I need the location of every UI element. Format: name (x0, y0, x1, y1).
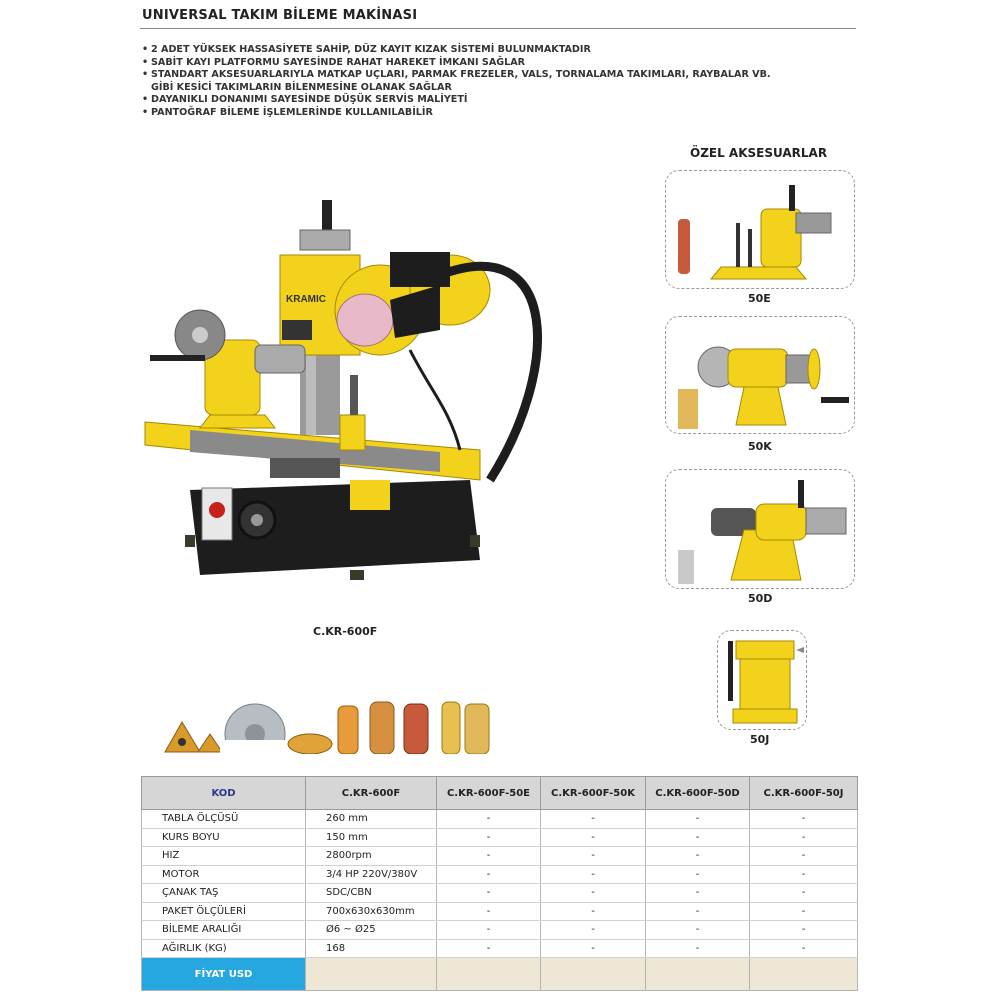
price-cell (437, 958, 541, 991)
feature-item: • PANTOĞRAF BİLEME İŞLEMLERİNDE KULLANILABİLİR (142, 107, 782, 120)
feature-list (142, 44, 782, 119)
table-row (142, 810, 858, 829)
column-header: C.KR-600F-50K (541, 777, 646, 810)
cell-empty: - (541, 828, 646, 847)
cell-empty: - (646, 921, 750, 940)
cell-empty: - (646, 828, 750, 847)
cell-empty: - (646, 810, 750, 829)
price-cell (306, 958, 437, 991)
cell-empty: - (646, 902, 750, 921)
accessory-label: 50J (750, 733, 770, 746)
column-header: C.KR-600F (306, 777, 437, 810)
cell-empty: - (437, 865, 541, 884)
machine-image (140, 190, 560, 590)
emergency-stop-icon (209, 502, 225, 518)
feature-item: • DAYANIKLI DONANIMI SAYESİNDE DÜŞÜK SERVİS MALİYETİ (142, 94, 782, 107)
table-row (142, 939, 858, 958)
cell-empty: - (541, 865, 646, 884)
feature-item: • 2 ADET YÜKSEK HASSASİYETE SAHİP, DÜZ KAYIT KIZAK SİSTEMİ BULUNMAKTADIR (142, 44, 782, 57)
row-label: KURS BOYU (142, 828, 306, 847)
cell-empty: - (541, 884, 646, 903)
accessory-50k-image (666, 317, 854, 433)
cell-empty: - (437, 847, 541, 866)
price-row (142, 958, 858, 991)
spec-table (141, 776, 858, 991)
column-header: C.KR-600F-50J (750, 777, 858, 810)
cell-empty: - (750, 828, 858, 847)
reamer-icon (465, 704, 489, 754)
accessory-card-50d (665, 469, 855, 589)
row-label: ÇANAK TAŞ (142, 884, 306, 903)
accessory-label: 50K (748, 440, 772, 453)
cell-empty: - (541, 810, 646, 829)
row-value: 260 mm (306, 810, 437, 829)
cell-empty: - (750, 810, 858, 829)
cell-empty: - (541, 939, 646, 958)
row-value: SDC/CBN (306, 884, 437, 903)
table-row (142, 902, 858, 921)
table-row (142, 847, 858, 866)
row-value: 700x630x630mm (306, 902, 437, 921)
cell-empty: - (437, 939, 541, 958)
cell-empty: - (437, 828, 541, 847)
feature-item: • SABİT KAYI PLATFORMU SAYESİNDE RAHAT HAREKET İMKANI SAĞLAR (142, 57, 782, 70)
row-label: BİLEME ARALIĞI (142, 921, 306, 940)
grinding-wheel (337, 294, 393, 346)
accessory-card-50e (665, 170, 855, 289)
column-header: C.KR-600F-50D (646, 777, 750, 810)
row-label: TABLA ÖLÇÜSÜ (142, 810, 306, 829)
row-value: 2800rpm (306, 847, 437, 866)
insert-icon (198, 734, 222, 752)
cell-empty: - (437, 810, 541, 829)
table-row (142, 865, 858, 884)
insert-icon (165, 722, 200, 752)
column-header: KOD (142, 777, 306, 810)
accessory-label: 50E (748, 292, 771, 305)
machine-model-label: C.KR-600F (313, 625, 378, 638)
page-title: UNIVERSAL TAKIM BİLEME MAKİNASI (142, 8, 418, 23)
row-value: Ø6 ~ Ø25 (306, 921, 437, 940)
row-value: 150 mm (306, 828, 437, 847)
table-row (142, 884, 858, 903)
cell-empty: - (541, 847, 646, 866)
row-label: AĞIRLIK (KG) (142, 939, 306, 958)
accessory-50e-image (666, 171, 854, 288)
accessory-card-50k (665, 316, 855, 434)
accessory-50d-image (666, 470, 854, 588)
cell-empty: - (750, 847, 858, 866)
drill-icon (442, 702, 460, 754)
accessory-label: 50D (748, 592, 773, 605)
title-divider (140, 28, 856, 29)
price-cell (750, 958, 858, 991)
row-label: PAKET ÖLÇÜLERİ (142, 902, 306, 921)
cell-empty: - (437, 902, 541, 921)
price-cell (646, 958, 750, 991)
cell-empty: - (646, 939, 750, 958)
cell-empty: - (750, 884, 858, 903)
accessory-50j-image (718, 631, 806, 729)
machine-brand-logo: KRAMIC (286, 294, 326, 305)
cell-empty: - (541, 921, 646, 940)
row-label: HIZ (142, 847, 306, 866)
cell-empty: - (541, 902, 646, 921)
cell-empty: - (437, 921, 541, 940)
cell-empty: - (646, 847, 750, 866)
accessory-card-50j (717, 630, 807, 730)
cutter-icon (288, 734, 332, 754)
feature-item: • STANDART AKSESUARLARIYLA MATKAP UÇLARI, PARMAK FREZELER, VALS, TORNALAMA TAKIMLARI, RAYBALAR VB. GİBİ KESİCİ TAKIMLARIN BİLENMESİNE OLANAK SAĞLAR (142, 69, 782, 94)
cell-empty: - (750, 902, 858, 921)
row-value: 168 (306, 939, 437, 958)
table-row (142, 921, 858, 940)
end-mill-icon (338, 706, 358, 754)
cell-empty: - (750, 921, 858, 940)
end-mill-icon (370, 702, 394, 754)
cell-empty: - (437, 884, 541, 903)
table-row (142, 828, 858, 847)
cell-empty: - (646, 884, 750, 903)
row-value: 3/4 HP 220V/380V (306, 865, 437, 884)
column-header: C.KR-600F-50E (437, 777, 541, 810)
spec-header-row (142, 777, 858, 810)
cutting-tools-image (160, 698, 500, 754)
price-label: FİYAT USD (142, 958, 306, 991)
cell-empty: - (750, 939, 858, 958)
accessories-title: ÖZEL AKSESUARLAR (690, 146, 828, 160)
end-mill-icon (404, 704, 428, 754)
cell-empty: - (646, 865, 750, 884)
price-cell (541, 958, 646, 991)
row-label: MOTOR (142, 865, 306, 884)
cell-empty: - (750, 865, 858, 884)
